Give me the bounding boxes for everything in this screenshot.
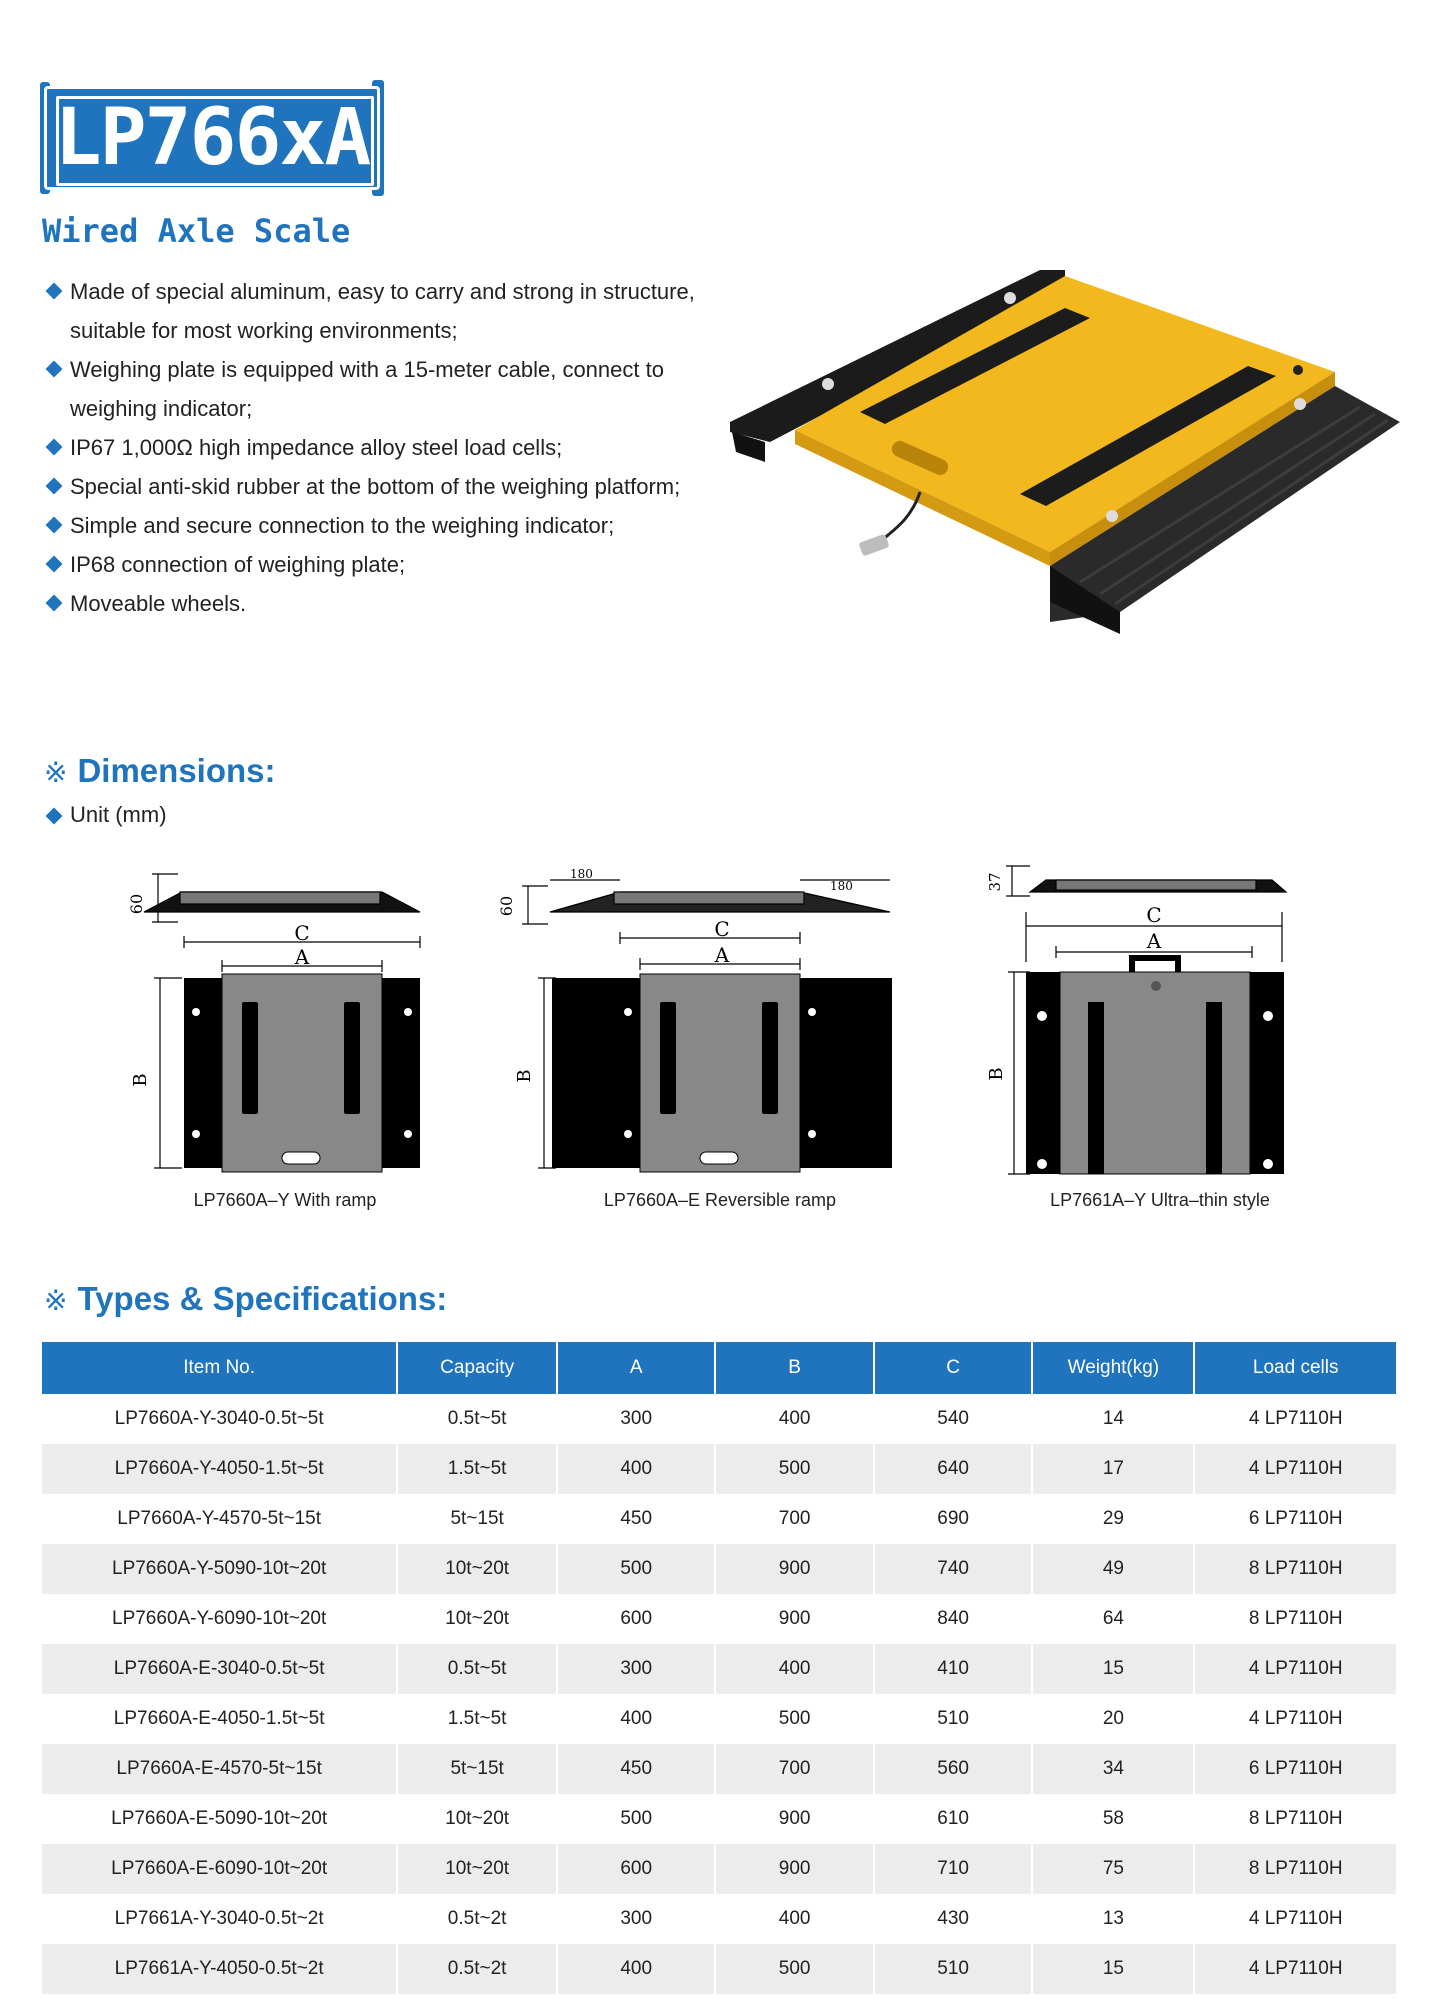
table-row: LP7660A-Y-4570-5t~15t 5t~15t 450 700 690 29 6 LP7110H xyxy=(42,1494,1396,1544)
dim-c-label: C xyxy=(1146,903,1162,927)
col-header-item: Item No. xyxy=(42,1342,397,1394)
table-row: LP7660A-E-6090-10t~20t 10t~20t 600 900 710 75 8 LP7110H xyxy=(42,1844,1396,1894)
table-row: LP7660A-E-4570-5t~15t 5t~15t 450 700 560 34 6 LP7110H xyxy=(42,1744,1396,1794)
drawing-with-ramp xyxy=(127,862,440,1180)
ramp-left-label: 180 xyxy=(570,867,593,881)
dim-a-label: A xyxy=(714,943,730,967)
unit-note: Unit (mm) xyxy=(44,802,167,828)
table-row: LP7660A-Y-3040-0.5t~5t 0.5t~5t 300 400 540 14 4 LP7110H xyxy=(42,1394,1396,1444)
table-row: LP7660A-E-5090-10t~20t 10t~20t 500 900 610 58 8 LP7110H xyxy=(42,1794,1396,1844)
col-header-capacity: Capacity xyxy=(397,1342,557,1394)
specs-heading: ※ Types & Specifications: xyxy=(44,1280,448,1317)
diamond-bullet-icon xyxy=(46,439,63,456)
drawing-ultra-thin xyxy=(986,852,1300,1182)
table-row: LP7660A-E-3040-0.5t~5t 0.5t~5t 300 400 410 15 4 LP7110H xyxy=(42,1644,1396,1694)
diamond-bullet-icon xyxy=(46,556,63,573)
spec-table xyxy=(42,1342,1396,1994)
diamond-bullet-icon xyxy=(46,361,63,378)
table-row: LP7661A-Y-3040-0.5t~2t 0.5t~2t 300 400 430 13 4 LP7110H xyxy=(42,1894,1396,1944)
diamond-bullet-icon xyxy=(46,517,63,534)
table-row: LP7660A-Y-4050-1.5t~5t 1.5t~5t 400 500 640 17 4 LP7110H xyxy=(42,1444,1396,1494)
dim-c-label: C xyxy=(714,917,730,941)
dim-b-label: B xyxy=(514,1069,535,1083)
table-header-row xyxy=(42,1342,1396,1394)
drawing-reversible-ramp xyxy=(497,862,910,1180)
table-row: LP7660A-Y-5090-10t~20t 10t~20t 500 900 740 49 8 LP7110H xyxy=(42,1544,1396,1594)
dim-height-label: 37 xyxy=(986,872,1004,892)
dim-c-label: C xyxy=(294,921,310,945)
table-row: LP7661A-Y-4050-0.5t~2t 0.5t~2t 400 500 510 15 4 LP7110H xyxy=(42,1944,1396,1994)
feature-item: Special anti-skid rubber at the bottom of the weighing platform; xyxy=(44,467,704,506)
caption-reversible-ramp: LP7660A–E Reversible ramp xyxy=(603,1190,837,1210)
feature-item: Weighing plate is equipped with a 15-meter cable, connect to weighing indicator; xyxy=(44,350,704,428)
diamond-bullet-icon xyxy=(46,595,63,612)
feature-item: Simple and secure connection to the weighing indicator; xyxy=(44,506,704,545)
dim-b-label: B xyxy=(130,1073,151,1087)
ramp-right-label: 180 xyxy=(830,879,853,893)
product-image xyxy=(720,262,1400,642)
model-title: LP766xA xyxy=(54,93,370,183)
dim-height-label: 60 xyxy=(127,893,146,915)
dim-a-label: A xyxy=(294,945,310,969)
feature-item: Made of special aluminum, easy to carry and strong in structure, suitable for most working environments; xyxy=(44,272,704,350)
feature-item: IP68 connection of weighing plate; xyxy=(44,545,704,584)
dim-a-label: A xyxy=(1146,929,1162,953)
feature-list xyxy=(44,272,704,623)
dimensions-heading: ※ Dimensions: xyxy=(44,752,276,789)
table-row: LP7660A-Y-6090-10t~20t 10t~20t 600 900 840 64 8 LP7110H xyxy=(42,1594,1396,1644)
feature-item: IP67 1,000Ω high impedance alloy steel load cells; xyxy=(44,428,704,467)
connector-icon xyxy=(858,534,889,557)
col-header-a: A xyxy=(557,1342,715,1394)
caption-with-ramp: LP7660A–Y With ramp xyxy=(193,1190,377,1210)
product-subtitle: Wired Axle Scale xyxy=(42,212,351,250)
table-row: LP7660A-E-4050-1.5t~5t 1.5t~5t 400 500 510 20 4 LP7110H xyxy=(42,1694,1396,1744)
diamond-bullet-icon xyxy=(46,808,63,825)
col-header-weight: Weight(kg) xyxy=(1032,1342,1194,1394)
dim-b-label: B xyxy=(986,1067,1007,1081)
diamond-bullet-icon xyxy=(46,478,63,495)
col-header-c: C xyxy=(874,1342,1032,1394)
feature-item: Moveable wheels. xyxy=(44,584,704,623)
col-header-load-cells: Load cells xyxy=(1194,1342,1396,1394)
diamond-bullet-icon xyxy=(46,283,63,300)
caption-ultra-thin: LP7661A–Y Ultra–thin style xyxy=(1050,1190,1270,1210)
dim-height-label: 60 xyxy=(497,895,516,917)
col-header-b: B xyxy=(715,1342,873,1394)
